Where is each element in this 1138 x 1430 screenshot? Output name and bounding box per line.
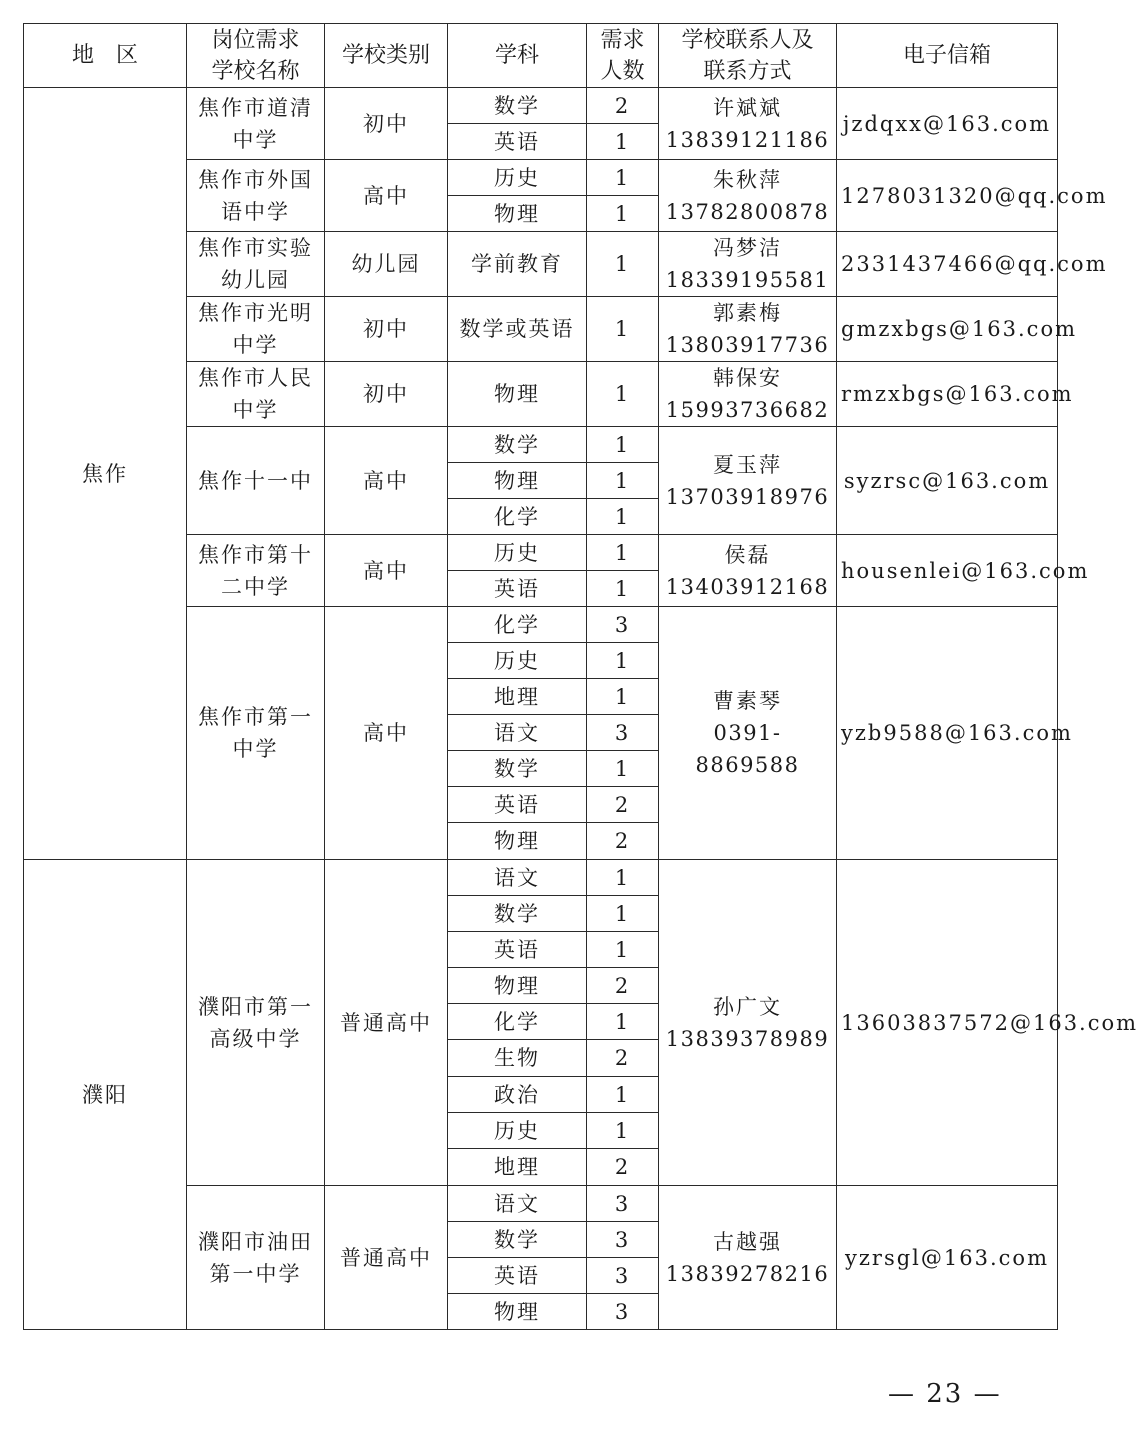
header-subject: 学科 [448,24,587,88]
count-cell: 1 [587,860,659,896]
count-cell: 3 [587,1186,659,1222]
school-type-cell: 高中 [325,160,448,232]
count-cell: 1 [587,1113,659,1149]
count-cell: 2 [587,968,659,1004]
school-type-cell: 普通高中 [325,1186,448,1330]
school-name-cell: 焦作市第一 中学 [187,607,325,860]
subject-cell: 化学 [448,607,587,643]
table-row [24,88,1058,124]
subject-cell: 物理 [448,1294,587,1330]
school-type-cell: 高中 [325,427,448,535]
school-name-cell: 焦作十一中 [187,427,325,535]
contact-phone: 13839121186 [665,127,830,152]
count-cell: 3 [587,1294,659,1330]
count-cell: 2 [587,1040,659,1077]
contact-phone: 15993736682 [665,398,830,422]
count-cell: 1 [587,896,659,932]
count-cell: 2 [587,1149,659,1186]
header-contact: 学校联系人及 联系方式 [659,24,837,88]
count-cell: 1 [587,160,659,196]
contact-phone: 13703918976 [665,484,830,509]
contact-name: 郭素梅 [713,301,782,325]
subject-cell: 物理 [448,463,587,499]
region-cell: 濮阳 [24,860,187,1330]
count-cell: 3 [587,1222,659,1258]
subject-cell: 英语 [448,787,587,823]
subject-cell: 语文 [448,715,587,751]
contact-phone: 13403912168 [665,574,830,599]
table-body [24,88,1138,1330]
email-cell: yzb9588@163.com [837,607,1058,860]
header-region: 地 区 [24,24,187,88]
subject-cell: 数学 [448,427,587,463]
subject-cell: 物理 [448,823,587,860]
count-cell: 1 [587,499,659,535]
subject-cell: 数学或英语 [448,297,587,362]
header-count: 需求 人数 [587,24,659,88]
count-cell: 3 [587,607,659,643]
count-cell: 1 [587,232,659,297]
contact-cell [659,535,837,607]
school-type-cell: 高中 [325,607,448,860]
subject-cell: 数学 [448,751,587,787]
count-cell: 1 [587,643,659,679]
contact-name: 许斌斌 [713,95,782,120]
count-cell: 2 [587,787,659,823]
school-name-cell: 焦作市外国 语中学 [187,160,325,232]
school-name-cell: 焦作市人民 中学 [187,362,325,427]
contact-name: 曹素琴 [713,689,782,713]
subject-cell: 历史 [448,1113,587,1149]
contact-cell [659,860,837,1186]
count-cell: 1 [587,463,659,499]
email-cell: yzrsgl@163.com [837,1186,1058,1330]
email-cell: 2331437466@qq.com [837,232,1058,297]
subject-cell: 英语 [448,124,587,160]
subject-cell: 历史 [448,643,587,679]
count-cell: 3 [587,1258,659,1294]
contact-name: 朱秋萍 [713,167,782,192]
count-cell: 1 [587,535,659,571]
contact-phone: 13839378989 [665,1026,830,1051]
subject-cell: 物理 [448,968,587,1004]
subject-cell: 英语 [448,571,587,607]
header-school: 岗位需求 学校名称 [187,24,325,88]
contact-name: 孙广文 [713,994,782,1019]
subject-cell: 学前教育 [448,232,587,297]
subject-cell: 物理 [448,362,587,427]
school-type-cell: 初中 [325,88,448,160]
school-type-cell: 初中 [325,297,448,362]
count-cell: 1 [587,751,659,787]
count-cell: 1 [587,679,659,715]
contact-cell [659,160,837,232]
contact-phone: 13803917736 [665,333,830,357]
email-cell: rmzxbgs@163.com [837,362,1058,427]
contact-cell [659,232,837,297]
school-name-cell: 濮阳市第一 高级中学 [187,860,325,1186]
email-cell: 1278031320@qq.com [837,160,1058,232]
subject-cell: 历史 [448,535,587,571]
subject-cell: 化学 [448,1004,587,1040]
email-cell: syzrsc@163.com [837,427,1058,535]
email-cell: jzdqxx@163.com [837,88,1058,160]
contact-phone: 18339195581 [665,268,830,292]
school-type-cell: 普通高中 [325,860,448,1186]
contact-phone: 0391-8869588 [695,721,800,777]
contact-phone: 13782800878 [665,199,830,224]
email-cell: 13603837572@163.com [837,860,1058,1186]
subject-cell: 数学 [448,88,587,124]
school-type-cell: 初中 [325,362,448,427]
school-type-cell: 高中 [325,535,448,607]
region-cell: 焦作 [24,88,187,860]
contact-name: 古越强 [713,1229,782,1254]
contact-cell [659,297,837,362]
subject-cell: 政治 [448,1077,587,1113]
contact-cell [659,1186,837,1330]
count-cell: 1 [587,1004,659,1040]
subject-cell: 数学 [448,1222,587,1258]
contact-cell [659,427,837,535]
header-row [24,24,1058,88]
contact-cell [659,362,837,427]
school-type-cell: 幼儿园 [325,232,448,297]
subject-cell: 英语 [448,932,587,968]
subject-cell: 化学 [448,499,587,535]
page-number: — 23 — [888,1379,1002,1409]
count-cell: 3 [587,715,659,751]
count-cell: 2 [587,823,659,860]
school-name-cell: 濮阳市油田 第一中学 [187,1186,325,1330]
subject-cell: 语文 [448,860,587,896]
contact-name: 夏玉萍 [713,452,782,477]
school-name-cell: 焦作市道清 中学 [187,88,325,160]
count-cell: 1 [587,196,659,232]
contact-cell [659,88,837,160]
contact-name: 冯梦洁 [713,236,782,260]
subject-cell: 英语 [448,1258,587,1294]
recruitment-table [23,23,1138,1330]
count-cell: 1 [587,427,659,463]
school-name-cell: 焦作市第十 二中学 [187,535,325,607]
email-cell: housenlei@163.com [837,535,1058,607]
contact-name: 侯磊 [724,542,771,567]
table-row [24,860,1058,896]
school-name-cell: 焦作市光明 中学 [187,297,325,362]
count-cell: 1 [587,932,659,968]
subject-cell: 物理 [448,196,587,232]
subject-cell: 数学 [448,896,587,932]
count-cell: 2 [587,88,659,124]
email-cell: gmzxbgs@163.com [837,297,1058,362]
contact-phone: 13839278216 [665,1261,830,1286]
count-cell: 1 [587,362,659,427]
contact-cell [659,607,837,860]
subject-cell: 生物 [448,1040,587,1077]
contact-name: 韩保安 [713,366,782,390]
header-type: 学校类别 [325,24,448,88]
subject-cell: 历史 [448,160,587,196]
count-cell: 1 [587,124,659,160]
count-cell: 1 [587,1077,659,1113]
school-name-cell: 焦作市实验 幼儿园 [187,232,325,297]
subject-cell: 地理 [448,679,587,715]
header-email: 电子信箱 [837,24,1058,88]
count-cell: 1 [587,571,659,607]
count-cell: 1 [587,297,659,362]
subject-cell: 地理 [448,1149,587,1186]
subject-cell: 语文 [448,1186,587,1222]
